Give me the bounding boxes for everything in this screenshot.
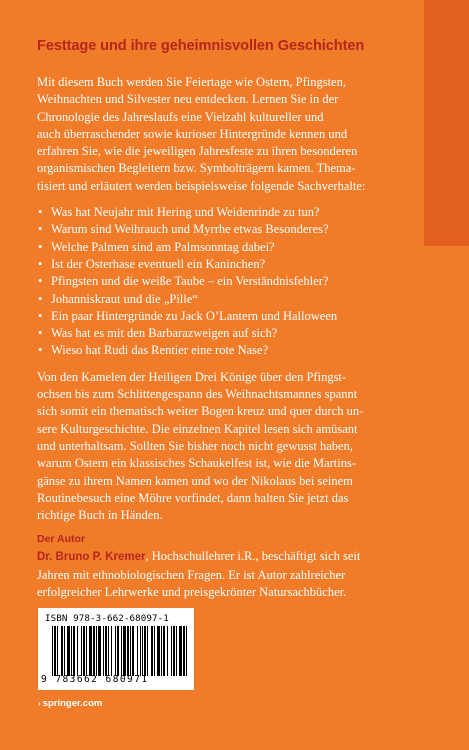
book-blurb-title: Festtage und ihre geheimnisvollen Geschichten xyxy=(37,38,365,54)
bullet-icon: • xyxy=(38,239,43,254)
list-item: • Ein paar Hintergründe zu Jack O’Lantern und Halloween xyxy=(37,308,404,325)
barcode-bar xyxy=(137,626,138,676)
barcode-bar xyxy=(121,626,122,676)
body-line: sich somit ein thematisch weiter Bogen kreuz und quer durch un- xyxy=(37,404,364,419)
author-line xyxy=(37,548,404,566)
barcode-bar xyxy=(183,626,185,676)
barcode-bar xyxy=(64,626,65,676)
body-line: ochsen bis zum Schlittengespann des Weihnachtsmannes spannt xyxy=(37,387,358,402)
list-item: • Wieso hat Rudi das Rentier eine rote Nase? xyxy=(37,342,404,359)
barcode-bar xyxy=(151,626,153,676)
barcode-bar xyxy=(123,626,126,676)
author-bio xyxy=(37,548,404,601)
barcode-bar xyxy=(89,626,92,676)
barcode-bar xyxy=(179,626,182,676)
barcode-bar xyxy=(103,626,104,676)
body-paragraph xyxy=(37,369,404,525)
back-cover-text xyxy=(37,38,404,601)
intro-line: Chronologie des Jahreslaufs eine Vielzahl kultureller und xyxy=(37,109,324,124)
barcode-bar xyxy=(161,626,162,676)
body-line: Von den Kamelen der Heiligen Drei Könige über den Pfingst- xyxy=(37,369,347,384)
barcode-bar xyxy=(117,626,119,676)
barcode-bar xyxy=(93,626,95,676)
barcode-bar xyxy=(176,626,177,676)
barcode-bar xyxy=(77,626,78,676)
list-item: • Was hat es mit den Barbarazweigen auf sich? xyxy=(37,325,404,342)
intro-paragraph xyxy=(37,74,404,195)
author-line-rest: , Hochschullehrer i.R., beschäftigt sich seit xyxy=(145,549,361,564)
bullet-icon: • xyxy=(38,274,43,289)
chevron-right-icon: › xyxy=(38,699,41,708)
isbn-number: ISBN 978-3-662-68097-1 xyxy=(45,613,169,624)
author-name: Dr. Bruno P. Kremer xyxy=(37,551,146,564)
barcode-bar xyxy=(115,626,116,676)
spine-color-tab xyxy=(424,0,469,246)
list-item: • Pfingsten und die weiße Taube – ein Verständnisfehler? xyxy=(37,273,404,290)
body-line: richtige Buch in Händen. xyxy=(37,508,163,523)
topic-list xyxy=(37,204,404,360)
barcode-bar xyxy=(130,626,131,676)
barcode-bar xyxy=(173,626,175,676)
intro-line: auch überraschender sowie kurioser Hintergründe kennen und xyxy=(37,126,348,141)
bullet-icon: • xyxy=(38,205,43,220)
author-line: erfolgreicher Lehrwerke und preisgekrönter Natursachbücher. xyxy=(37,585,347,600)
barcode-bar xyxy=(54,626,56,676)
barcode-bar xyxy=(142,626,143,676)
author-heading: Der Autor xyxy=(37,533,86,546)
barcode-bar xyxy=(154,626,155,676)
list-item: • Welche Palmen sind am Palmsonntag dabei? xyxy=(37,239,404,256)
list-item: • Was hat Neujahr mit Hering und Weidenrinde zu tun? xyxy=(37,204,404,221)
barcode-bar xyxy=(147,626,148,676)
publisher-link[interactable] xyxy=(38,698,102,709)
list-item: • Johanniskraut und die „Pille“ xyxy=(37,291,404,308)
barcode-bar xyxy=(108,626,109,676)
intro-line: Weihnachten und Silvester neu entdecken. Lernen Sie in der xyxy=(37,92,339,107)
bullet-icon: • xyxy=(38,291,43,306)
bullet-icon: • xyxy=(38,222,43,237)
barcode-bar xyxy=(86,626,87,676)
barcode-bar xyxy=(57,626,58,676)
publisher-url: springer.com xyxy=(42,698,103,709)
barcode-bar xyxy=(163,626,165,676)
body-line: Routinebesuch eine Möhre vorfindet, dann halten Sie jetzt das xyxy=(37,490,349,505)
barcode-digits: 9 783662 680971 xyxy=(41,674,149,685)
barcode-bar xyxy=(140,626,141,676)
barcode-icon xyxy=(52,626,188,676)
intro-line: Mit diesem Buch werden Sie Feiertage wie Ostern, Pfingsten, xyxy=(37,75,346,89)
barcode-bar xyxy=(98,626,101,676)
barcode-bar xyxy=(96,626,97,676)
bullet-icon: • xyxy=(38,326,43,341)
barcode-bar xyxy=(157,626,160,676)
intro-line: organismischen Begleitern bzw. Symbolträgern kamen. Thema- xyxy=(37,161,356,176)
list-item: • Warum sind Weihrauch und Myrrhe etwas Besonderes? xyxy=(37,221,404,238)
barcode-bar xyxy=(81,626,82,676)
barcode-bar xyxy=(186,626,187,676)
bullet-icon: • xyxy=(38,308,43,323)
barcode-bar xyxy=(83,626,85,676)
barcode-bar xyxy=(171,626,172,676)
body-line: sere Kulturgeschichte. Die einzelnen Kapitel lesen sich amüsant xyxy=(37,421,358,436)
barcode-bar xyxy=(127,626,129,676)
body-line: gänse zu ihrem Namen kamen und wo der Nikolaus bei seinem xyxy=(37,473,353,488)
barcode-bar xyxy=(73,626,75,676)
list-item: • Ist der Osterhase eventuell ein Kaninchen? xyxy=(37,256,404,273)
barcode-bar xyxy=(132,626,134,676)
bullet-icon: • xyxy=(38,343,43,358)
author-line: Jahren mit ethnobiologischen Fragen. Er ist Autor zahlreicher xyxy=(37,567,346,582)
barcode-bar xyxy=(111,626,112,676)
barcode-bar xyxy=(71,626,72,676)
barcode-bar xyxy=(52,626,53,676)
barcode-bar xyxy=(67,626,70,676)
barcode-bar xyxy=(167,626,168,676)
barcode-bar xyxy=(144,626,146,676)
intro-line: erfahren Sie, wie die jeweiligen Jahresfeste zu ihren besonderen xyxy=(37,144,358,159)
intro-line: tisiert und erläutert werden beispielsweise folgende Sachverhalte: xyxy=(37,178,366,193)
body-line: und unterhaltsam. Sollten Sie bisher noch nicht gewusst haben, xyxy=(37,438,353,453)
barcode-bar xyxy=(61,626,63,676)
bullet-icon: • xyxy=(38,256,43,271)
barcode-bar xyxy=(105,626,107,676)
body-line: warum Ostern ein klassisches Schaukelfest ist, wie die Martins- xyxy=(37,456,357,471)
isbn-barcode xyxy=(38,608,194,690)
